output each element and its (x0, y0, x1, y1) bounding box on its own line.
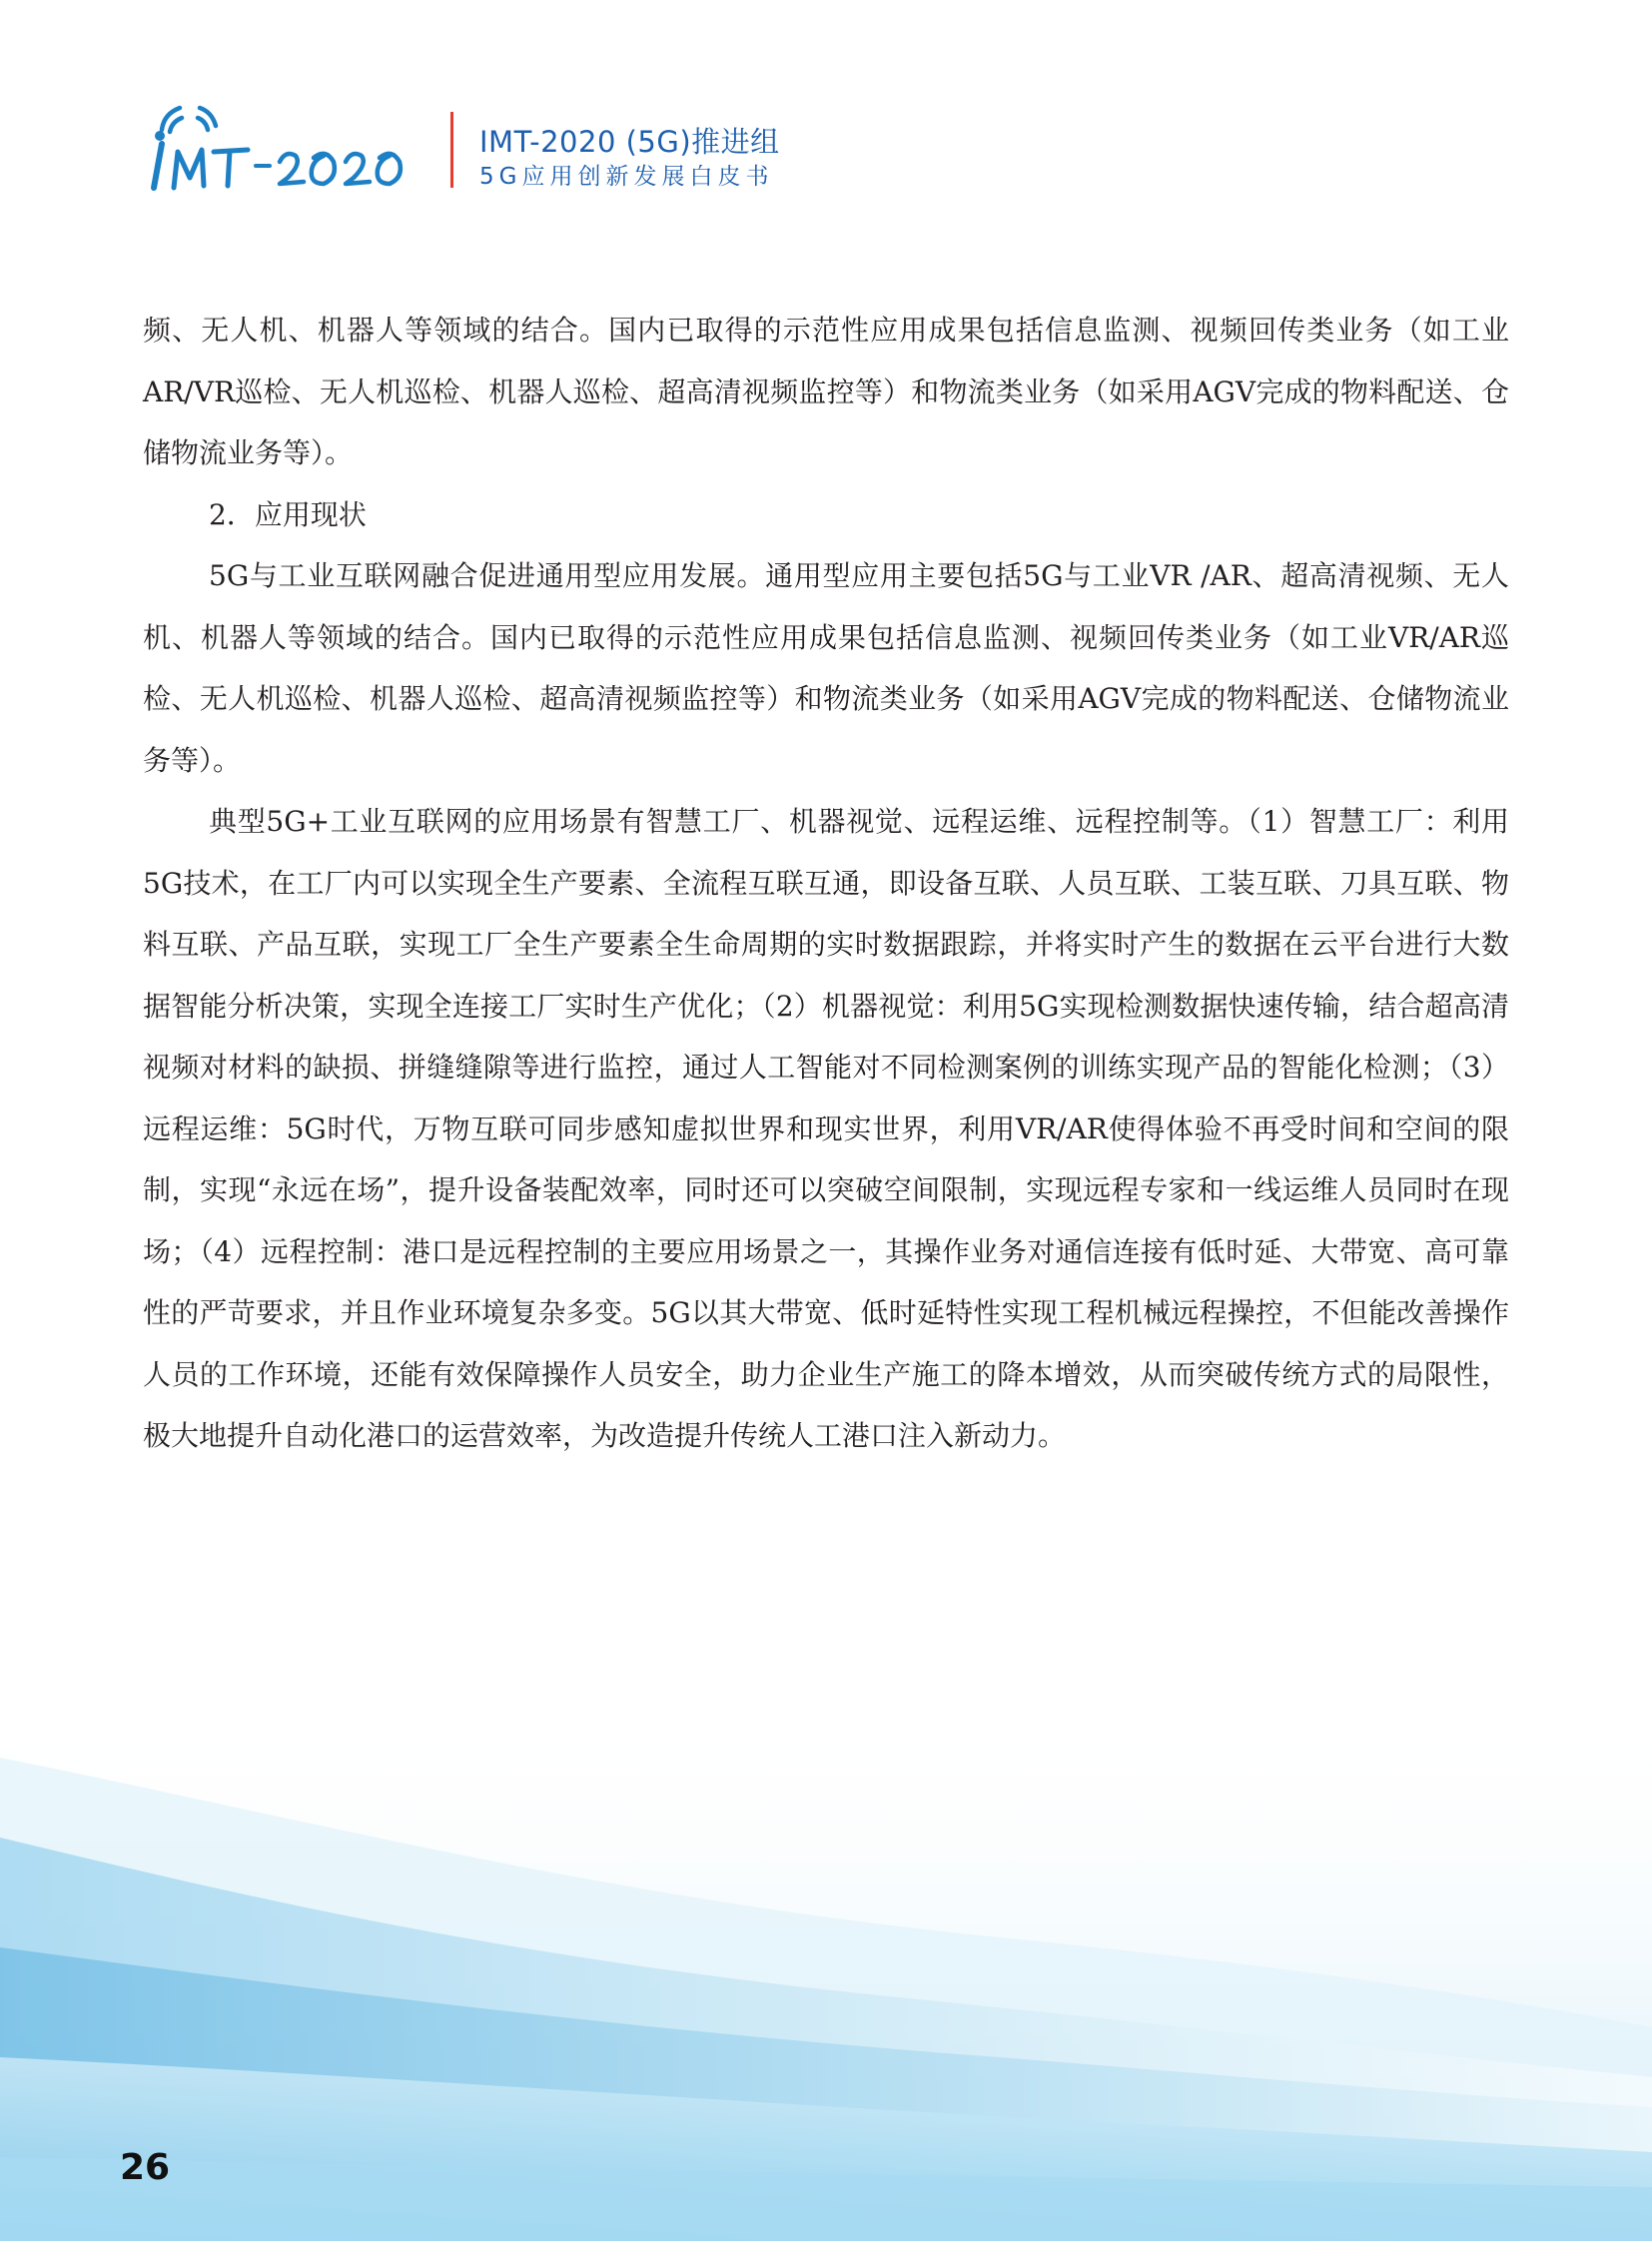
header-subtitle: 5G应用创新发展白皮书 (479, 164, 774, 190)
header-title: IMT-2020 (5G)推进组 (479, 125, 780, 159)
page-header (140, 100, 779, 200)
imt2020-logo (140, 100, 439, 200)
paragraph-continued: 频、无人机、机器人等领域的结合。国内已取得的示范性应用成果包括信息监测、视频回传类业务（如工业AR/VR巡检、无人机巡检、机器人巡检、超高清视频监控等）和物流类业务（如采用AGV完成的物料配送、仓储物流业务等）。 (143, 314, 1509, 469)
decorative-wave-background (0, 1698, 1652, 2241)
body-text (143, 300, 1509, 1467)
header-divider (450, 112, 453, 188)
page-number: 26 (120, 2147, 171, 2188)
paragraph: 5G与工业互联网融合促进通用型应用发展。通用型应用主要包括5G与工业VR /AR、超高清视频、无人机、机器人等领域的结合。国内已取得的示范性应用成果包括信息监测、视频回传类业务（如工业VR/AR巡检、无人机巡检、机器人巡检、超高清视频监控等）和物流类业务（如采用AGV完成的物料配送、仓储物流业务等）。 (143, 559, 1509, 777)
section-heading: 2．应用现状 (209, 497, 367, 531)
paragraph: 典型5G+工业互联网的应用场景有智慧工厂、机器视觉、远程运维、远程控制等。（1）智慧工厂：利用5G技术，在工厂内可以实现全生产要素、全流程互联互通，即设备互联、人员互联、工装互联、刀具互联、物料互联、产品互联，实现工厂全生产要素全生命周期的实时数据跟踪，并将实时产生的数据在云平台进行大数据智能分析决策，实现全连接工厂实时生产优化；（2）机器视觉：利用5G实现检测数据快速传输，结合超高清视频对材料的缺损、拼缝缝隙等进行监控，通过人工智能对不同检测案例的训练实现产品的智能化检测；（3）远程运维：5G时代，万物互联可同步感知虚拟世界和现实世界，利用VR/AR使得体验不再受时间和空间的限制，实现“永远在场”，提升设备装配效率，同时还可以突破空间限制，实现远程专家和一线运维人员同时在现场；（4）远程控制：港口是远程控制的主要应用场景之一，其操作业务对通信连接有低时延、大带宽、高可靠性的严苛要求，并且作业环境复杂多变。5G以其大带宽、低时延特性实现工程机械远程操控，不但能改善操作人员的工作环境，还能有效保障操作人员安全，助力企业生产施工的降本增效，从而突破传统方式的局限性，极大地提升自动化港口的运营效率，为改造提升传统人工港口注入新动力。 (143, 805, 1509, 1452)
